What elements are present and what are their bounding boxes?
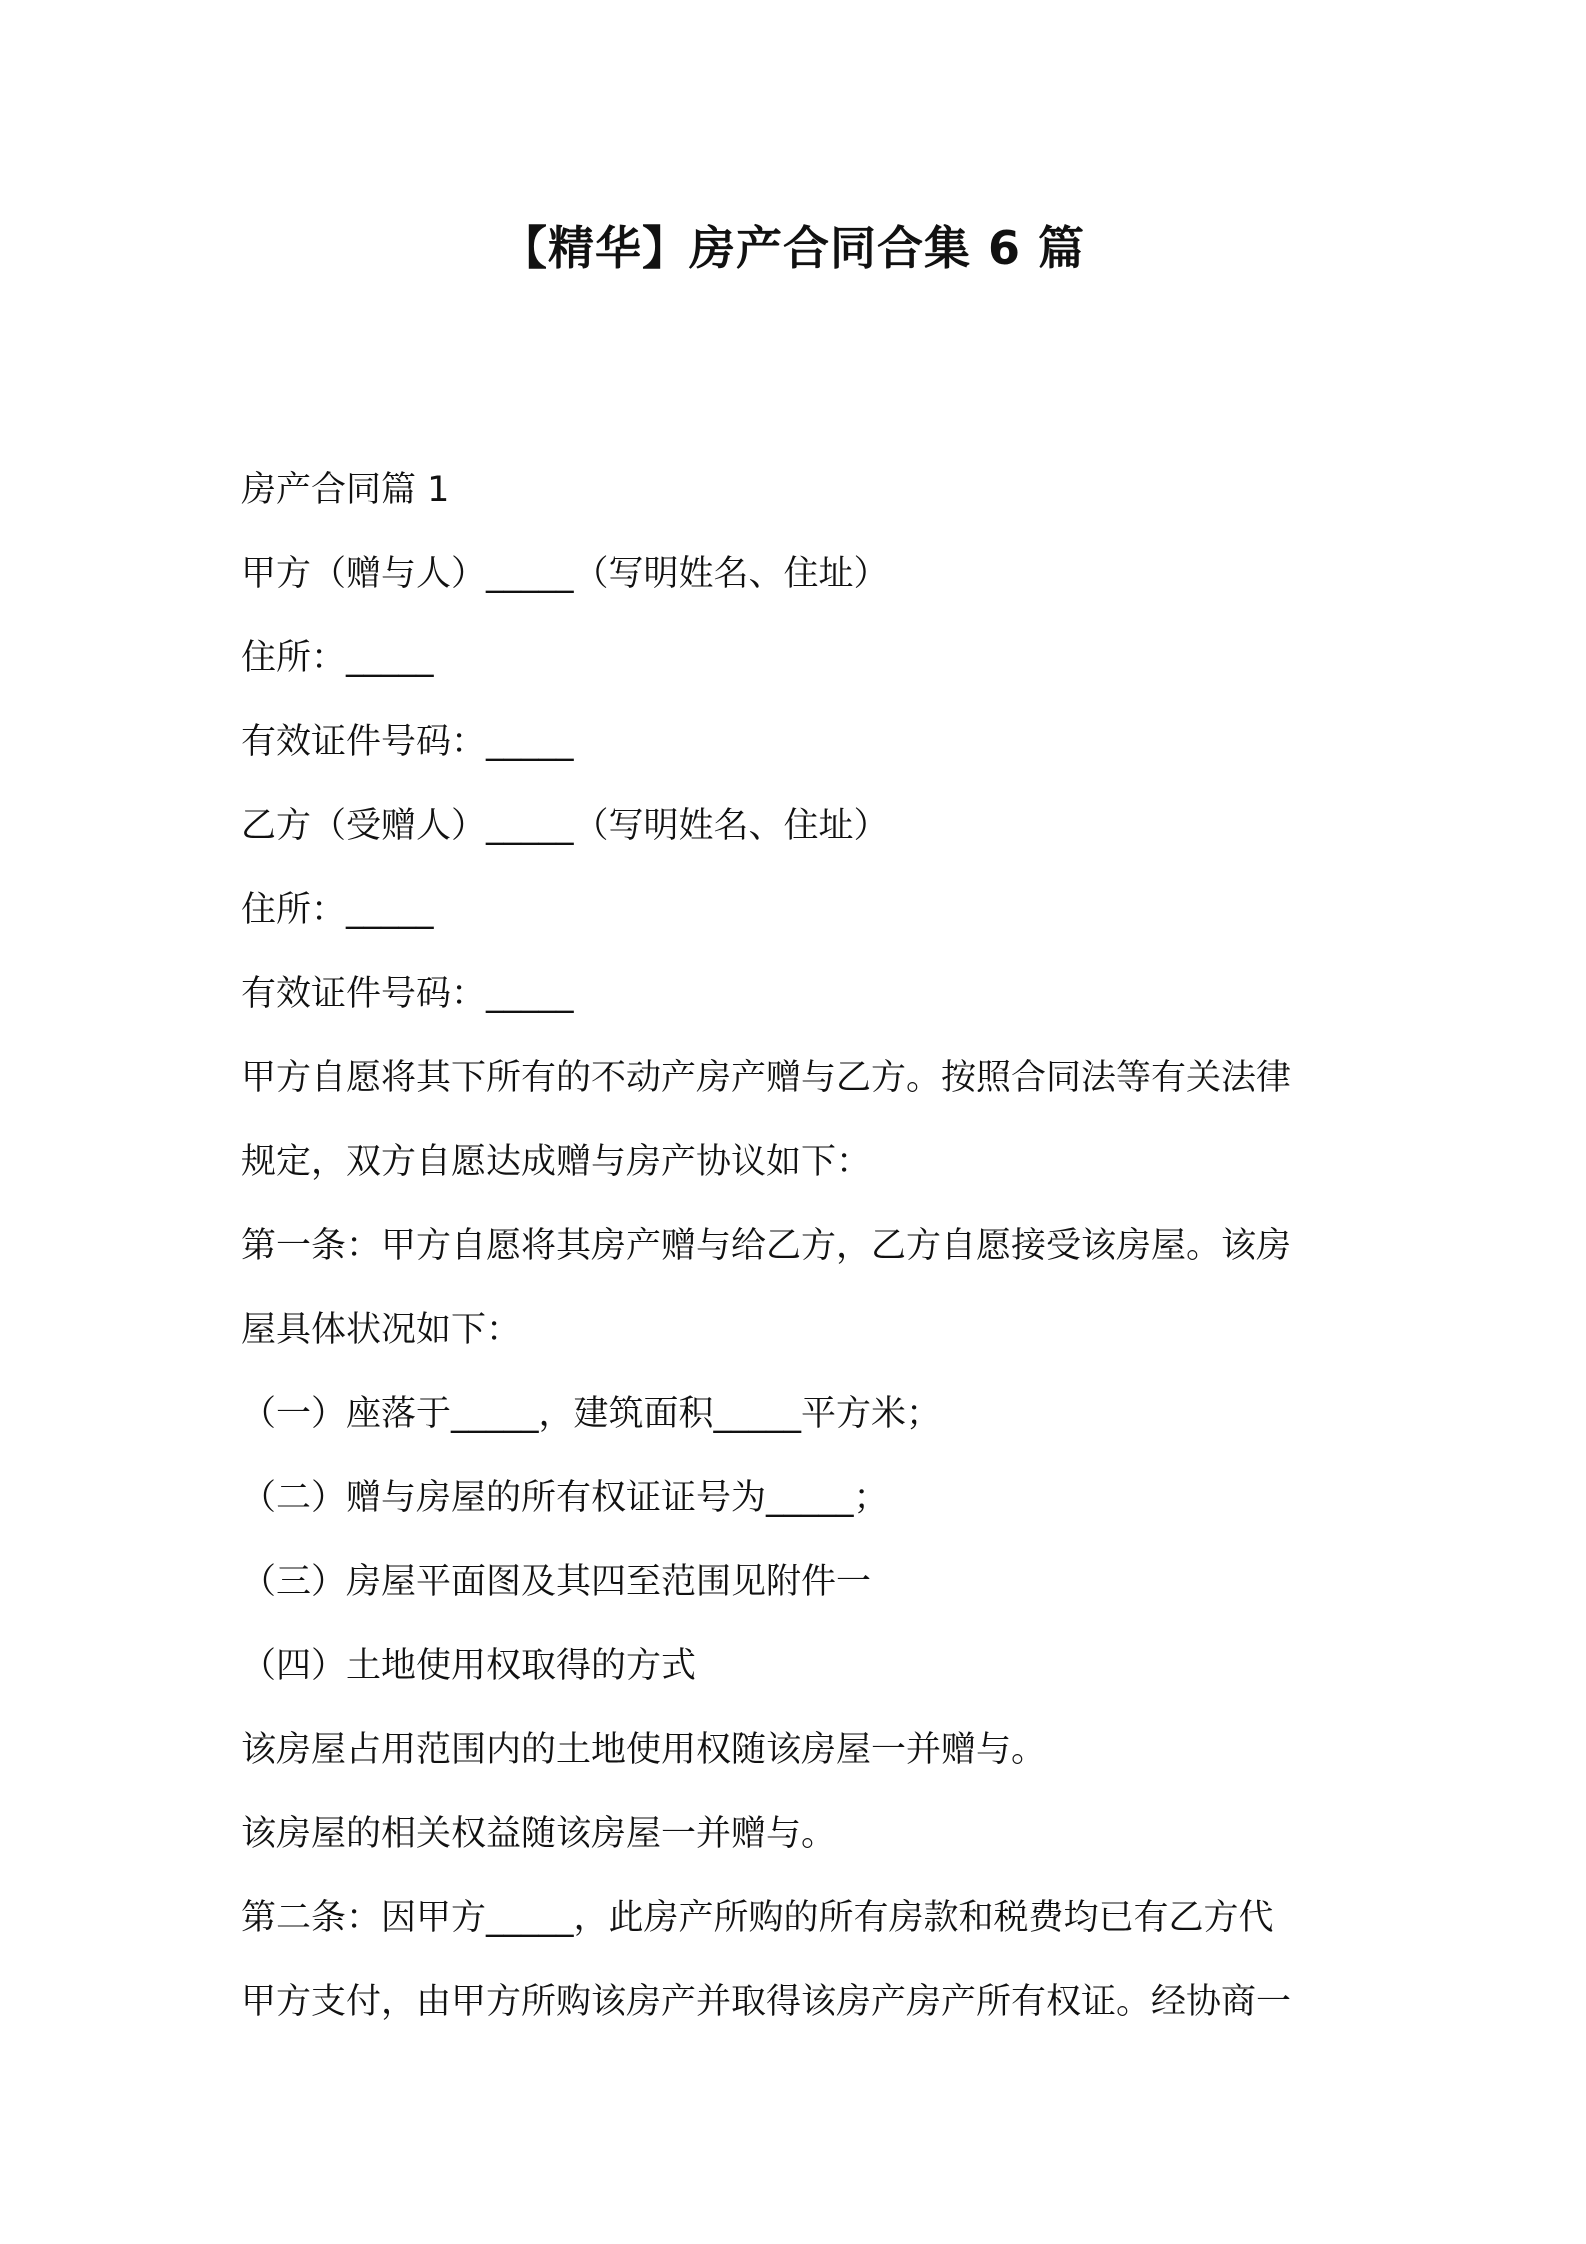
document-body [241, 448, 1356, 2044]
paragraph-line: 该房屋占用范围内的土地使用权随该房屋一并赠与。 [241, 1730, 1047, 1770]
list-item: （三）房屋平面图及其四至范围见附件一 [241, 1562, 872, 1602]
paragraph-line: 该房屋的相关权益随该房屋一并赠与。 [241, 1814, 837, 1854]
article-line: 屋具体状况如下： [241, 1310, 522, 1350]
document-title: 【精华】房产合同合集 6 篇 [500, 221, 1086, 275]
list-item: （四）土地使用权取得的方式 [241, 1646, 697, 1686]
list-item: （一）座落于_____，建筑面积_____平方米； [241, 1394, 942, 1434]
party-b-address-line: 住所：_____ [241, 890, 434, 930]
article-line: 甲方支付，由甲方所购该房产并取得该房产房产所有权证。经协商一 [241, 1982, 1292, 2022]
article-line: 第一条：甲方自愿将其房产赠与给乙方，乙方自愿接受该房屋。该房 [241, 1226, 1292, 1266]
paragraph-line: 规定，双方自愿达成赠与房产协议如下： [241, 1142, 872, 1182]
party-a-line: 甲方（赠与人）_____（写明姓名、住址） [241, 554, 889, 594]
section-heading: 房产合同篇 1 [241, 470, 450, 510]
party-b-id-line: 有效证件号码：_____ [241, 974, 574, 1014]
paragraph-line: 甲方自愿将其下所有的不动产房产赠与乙方。按照合同法等有关法律 [241, 1058, 1292, 1098]
list-item: （二）赠与房屋的所有权证证号为_____； [241, 1478, 889, 1518]
party-b-line: 乙方（受赠人）_____（写明姓名、住址） [241, 806, 889, 846]
party-a-id-line: 有效证件号码：_____ [241, 722, 574, 762]
article-line: 第二条：因甲方_____，此房产所购的所有房款和税费均已有乙方代 [241, 1898, 1274, 1938]
party-a-address-line: 住所：_____ [241, 638, 434, 678]
